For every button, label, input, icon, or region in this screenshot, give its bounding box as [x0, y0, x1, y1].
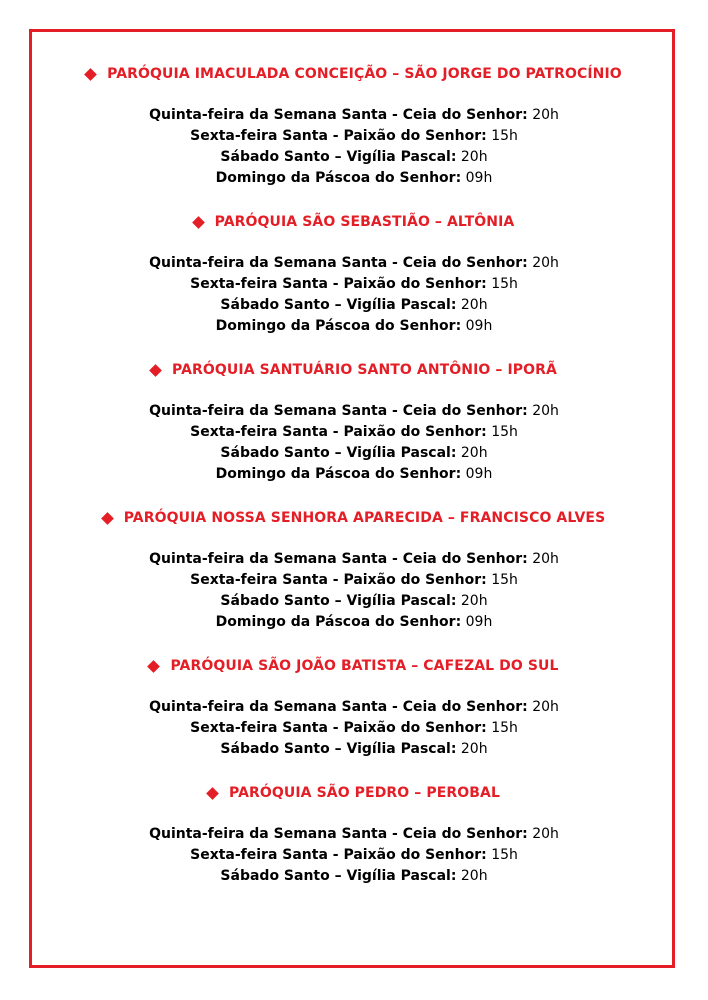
schedule-line	[0, 422, 708, 443]
schedule-event-time: 20h	[532, 551, 559, 567]
schedule-event-time: 20h	[460, 741, 488, 757]
schedule-line	[0, 718, 708, 739]
schedule-line	[0, 591, 708, 612]
parish-block	[0, 655, 708, 760]
schedule-event-label: Sexta-feira Santa - Paixão do Senhor:	[190, 847, 487, 863]
schedule-line	[0, 105, 708, 126]
parish-block	[0, 507, 708, 633]
schedule-event-label: Sábado Santo – Vigília Pascal:	[220, 593, 457, 609]
schedule-event-time: 15h	[491, 128, 518, 144]
schedule-line	[0, 570, 708, 591]
parish-title-text: PARÓQUIA NOSSA SENHORA APARECIDA – FRANCISCO ALVES	[123, 510, 606, 526]
red-diamond-bullet-icon	[206, 787, 219, 800]
schedule-line	[0, 253, 708, 274]
red-diamond-bullet-icon	[84, 68, 97, 81]
schedule-event-label: Quinta-feira da Semana Santa - Ceia do Senhor:	[149, 551, 528, 567]
parish-title-text: PARÓQUIA SÃO SEBASTIÃO – ALTÔNIA	[214, 214, 515, 230]
parish-title	[0, 507, 708, 529]
schedule-event-label: Domingo da Páscoa do Senhor:	[215, 614, 462, 630]
schedule-event-label: Sábado Santo – Vigília Pascal:	[220, 445, 457, 461]
schedule-event-time: 20h	[460, 868, 488, 884]
schedule-event-label: Domingo da Páscoa do Senhor:	[215, 318, 462, 334]
schedule-event-label: Domingo da Páscoa do Senhor:	[215, 466, 462, 482]
schedule-line	[0, 147, 708, 168]
schedule-event-label: Sexta-feira Santa - Paixão do Senhor:	[190, 128, 487, 144]
parish-title-text: PARÓQUIA IMACULADA CONCEIÇÃO – SÃO JORGE DO PATROCÍNIO	[107, 66, 622, 82]
schedule-event-time: 20h	[460, 445, 488, 461]
schedule-event-time: 09h	[465, 466, 493, 482]
schedule-event-label: Quinta-feira da Semana Santa - Ceia do Senhor:	[149, 699, 528, 715]
schedule-event-time: 15h	[491, 572, 518, 588]
parish-title-text: PARÓQUIA SÃO JOÃO BATISTA – CAFEZAL DO SUL	[170, 658, 559, 674]
schedule-event-label: Quinta-feira da Semana Santa - Ceia do Senhor:	[149, 826, 528, 842]
schedule-event-label: Sexta-feira Santa - Paixão do Senhor:	[190, 572, 487, 588]
schedule-event-time: 20h	[532, 403, 559, 419]
schedule-event-label: Sexta-feira Santa - Paixão do Senhor:	[190, 276, 487, 292]
schedule-event-time: 15h	[491, 424, 518, 440]
schedule-event-time: 09h	[465, 614, 493, 630]
parish-schedule-list	[0, 63, 708, 909]
schedule-event-time: 15h	[491, 847, 518, 863]
parish-title	[0, 782, 708, 804]
schedule-event-label: Sexta-feira Santa - Paixão do Senhor:	[190, 720, 487, 736]
schedule-line	[0, 464, 708, 485]
schedule-line	[0, 866, 708, 887]
schedule-event-label: Sexta-feira Santa - Paixão do Senhor:	[190, 424, 487, 440]
parish-block	[0, 211, 708, 337]
schedule-line	[0, 443, 708, 464]
schedule-event-time: 20h	[460, 297, 488, 313]
schedule-line	[0, 316, 708, 337]
schedule-event-time: 09h	[465, 170, 493, 186]
schedule-event-time: 20h	[532, 255, 559, 271]
schedule-event-time: 20h	[460, 149, 488, 165]
schedule-line	[0, 697, 708, 718]
schedule-event-label: Quinta-feira da Semana Santa - Ceia do Senhor:	[149, 107, 528, 123]
parish-block	[0, 782, 708, 887]
schedule-event-time: 15h	[491, 720, 518, 736]
parish-title-text: PARÓQUIA SANTUÁRIO SANTO ANTÔNIO – IPORÃ	[172, 362, 557, 378]
schedule-event-time: 20h	[532, 699, 559, 715]
schedule-line	[0, 845, 708, 866]
schedule-line	[0, 612, 708, 633]
parish-title	[0, 211, 708, 233]
schedule-event-label: Quinta-feira da Semana Santa - Ceia do Senhor:	[149, 403, 528, 419]
parish-block	[0, 359, 708, 485]
schedule-line	[0, 168, 708, 189]
schedule-event-label: Sábado Santo – Vigília Pascal:	[220, 149, 457, 165]
schedule-line	[0, 549, 708, 570]
red-diamond-bullet-icon	[192, 216, 205, 229]
schedule-line	[0, 295, 708, 316]
schedule-line	[0, 824, 708, 845]
schedule-event-label: Sábado Santo – Vigília Pascal:	[220, 868, 457, 884]
schedule-event-time: 20h	[460, 593, 488, 609]
parish-title-text: PARÓQUIA SÃO PEDRO – PEROBAL	[229, 785, 500, 801]
schedule-event-time: 09h	[465, 318, 493, 334]
red-diamond-bullet-icon	[148, 660, 161, 673]
schedule-line	[0, 126, 708, 147]
schedule-event-label: Sábado Santo – Vigília Pascal:	[220, 297, 457, 313]
parish-block	[0, 63, 708, 189]
parish-title	[0, 655, 708, 677]
red-diamond-bullet-icon	[101, 512, 114, 525]
schedule-event-label: Domingo da Páscoa do Senhor:	[215, 170, 462, 186]
parish-title	[0, 63, 708, 85]
red-diamond-bullet-icon	[149, 364, 162, 377]
schedule-line	[0, 274, 708, 295]
parish-title	[0, 359, 708, 381]
schedule-event-time: 20h	[532, 107, 559, 123]
schedule-event-time: 20h	[532, 826, 559, 842]
schedule-line	[0, 401, 708, 422]
schedule-event-label: Quinta-feira da Semana Santa - Ceia do Senhor:	[149, 255, 528, 271]
schedule-line	[0, 739, 708, 760]
schedule-event-time: 15h	[491, 276, 518, 292]
schedule-event-label: Sábado Santo – Vigília Pascal:	[220, 741, 457, 757]
